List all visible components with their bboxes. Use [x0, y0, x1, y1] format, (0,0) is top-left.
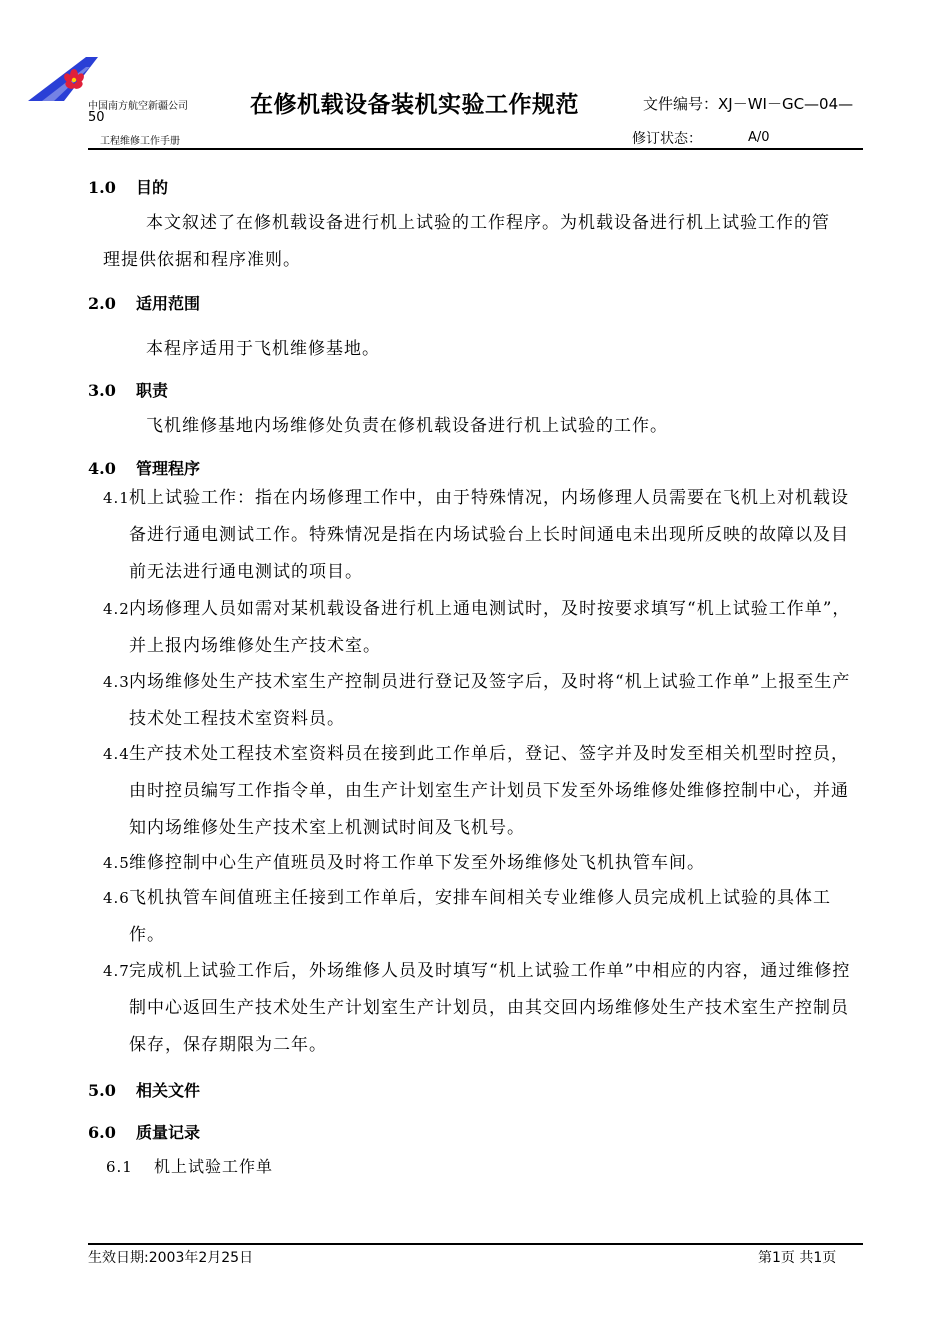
- item-text: 生产技术处工程技术室资料员在接到此工作单后，登记、签字并及时发至相关机型时控员，由时控员编写工作指令单，由生产计划室生产计划员下发至外场维修处维修控制中心，并通知内场维修处生产技术室上机测试时间及飞机号。: [129, 744, 849, 838]
- section-2-text: 本程序适用于飞机维修基地。: [146, 339, 380, 359]
- item-number: 4.2: [103, 600, 130, 618]
- item-text: 机上试验工作单: [154, 1157, 274, 1176]
- section-3-text: 飞机维修基地内场维修处负责在修机载设备进行机上试验的工作。: [146, 416, 668, 436]
- section-5-heading: [88, 1078, 200, 1101]
- section-title: 目的: [136, 178, 169, 197]
- document-number: 文件编号：XJ－WI－GC—04—: [643, 95, 854, 113]
- page-info: 第1页 共1页: [758, 1250, 837, 1266]
- procedure-item: [103, 736, 863, 847]
- procedure-item: [103, 664, 863, 738]
- item-number: 4.7: [103, 962, 130, 980]
- section-1-text-line2: 理提供依据和程序准则。: [103, 250, 301, 270]
- company-name: 中国南方航空新疆公司: [88, 101, 188, 112]
- document-title: 在修机载设备装机实验工作规范: [250, 92, 579, 118]
- item-text: 维修控制中心生产值班员及时将工作单下发至外场维修处飞机执管车间。: [129, 853, 705, 873]
- section-number: 5.0: [88, 1081, 116, 1100]
- procedure-item: [103, 953, 863, 1064]
- section-number: 3.0: [88, 381, 116, 400]
- section-number: 1.0: [88, 178, 116, 197]
- procedure-item: [103, 480, 863, 591]
- section-2-heading: [88, 291, 200, 314]
- section-number: 4.0: [88, 459, 116, 478]
- section-1-text-line1: 本文叙述了在修机载设备进行机上试验的工作程序。为机载设备进行机上试验工作的管: [146, 213, 830, 233]
- section-title: 质量记录: [136, 1123, 201, 1142]
- procedure-item: [103, 591, 863, 665]
- revision-value: A/0: [748, 130, 770, 145]
- section-4-heading: [88, 456, 200, 479]
- item-number: 4.5: [103, 854, 130, 872]
- quality-record-item: [106, 1154, 273, 1177]
- procedure-item: [103, 880, 863, 954]
- item-number: 6.1: [106, 1158, 133, 1176]
- item-text: 机上试验工作：指在内场修理工作中，由于特殊情况，内场修理人员需要在飞机上对机载设备进行通电测试工作。特殊情况是指在内场试验台上长时间通电未出现所反映的故障以及目前无法进行通电测试的项目。: [129, 488, 849, 582]
- section-title: 管理程序: [136, 459, 201, 478]
- revision-label: 修订状态：: [632, 131, 702, 147]
- item-text: 内场维修处生产技术室生产控制员进行登记及签字后，及时将“机上试验工作单”上报至生产技术处工程技术室资料员。: [129, 672, 851, 729]
- effective-date: 生效日期:2003年2月25日: [88, 1250, 254, 1266]
- section-1-heading: [88, 175, 168, 198]
- footer-divider: [88, 1243, 863, 1245]
- section-number: 6.0: [88, 1123, 116, 1142]
- procedure-item: [103, 845, 863, 882]
- section-title: 相关文件: [136, 1081, 201, 1100]
- item-text: 完成机上试验工作后，外场维修人员及时填写“机上试验工作单”中相应的内容，通过维修控制中心返回生产技术处生产计划室生产计划员，由其交回内场维修处生产技术室生产控制员保存，保存期限为二年。: [129, 961, 851, 1055]
- company-code: 50: [88, 110, 105, 125]
- section-3-heading: [88, 378, 168, 401]
- section-title: 适用范围: [136, 294, 201, 313]
- header-divider: [88, 148, 863, 150]
- item-text: 内场修理人员如需对某机载设备进行机上通电测试时，及时按要求填写“机上试验工作单”，并上报内场维修处生产技术室。: [129, 599, 851, 656]
- manual-name: 工程维修工作手册: [100, 136, 180, 147]
- section-number: 2.0: [88, 294, 116, 313]
- item-number: 4.3: [103, 673, 130, 691]
- section-title: 职责: [136, 381, 169, 400]
- item-number: 4.6: [103, 889, 130, 907]
- item-number: 4.1: [103, 489, 130, 507]
- section-6-heading: [88, 1120, 200, 1143]
- item-number: 4.4: [103, 745, 130, 763]
- item-text: 飞机执管车间值班主任接到工作单后，安排车间相关专业维修人员完成机上试验的具体工作。: [129, 888, 831, 945]
